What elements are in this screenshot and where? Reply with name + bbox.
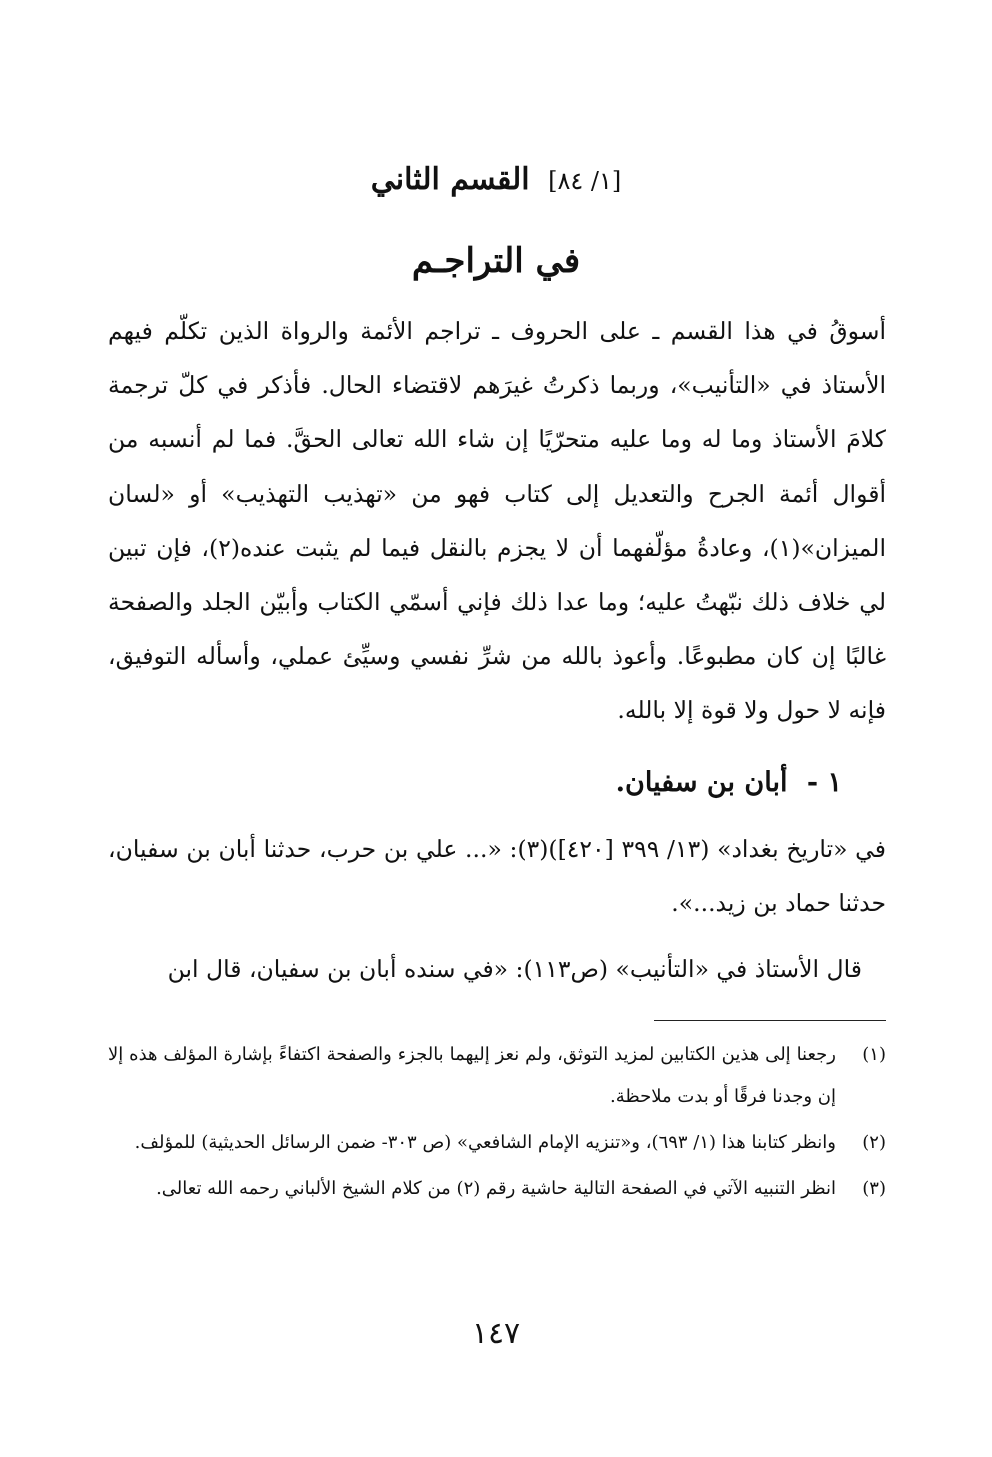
footnote-text: وانظر كتابنا هذا (١/ ٦٩٣)، و«تنزيه الإمام الشافعي» (ص ٣٠٣- ضمن الرسائل الحديثية) للمؤلف. [134,1132,836,1153]
footnote-text: انظر التنبيه الآتي في الصفحة التالية حاشية رقم (٢) من كلام الشيخ الألباني رحمه الله تعالى. [156,1178,836,1199]
footnote-marker: (٢) [862,1132,886,1153]
entry-paragraph-2: قال الأستاذ في «التأنيب» (ص١١٣): «في سنده أبان بن سفيان، قال ابن [167,955,862,983]
section-title [100,158,892,203]
footnote-item [108,1034,886,1118]
entry-paragraph-1: في «تاريخ بغداد» (١٣/ ٣٩٩ [٤٢٠])(٣): «... علي بن حرب، حدثنا أبان بن سفيان، حدثنا حماد بن زيد...». [108,835,886,917]
footnotes [108,1034,886,1214]
entry-name: أبان بن سفيان. [615,767,788,798]
entry-number: ١ - [806,767,842,798]
entry-heading [108,758,842,808]
footnote-separator [654,1020,886,1021]
footnote-text: رجعنا إلى هذين الكتابين لمزيد التوثق، ولم نعز إليهما بالجزء والصفحة اكتفاءً بإشارة المؤلف هذه إلا إن وجدنا فرقًا أو بدت ملاحظة. [108,1044,836,1107]
section-subtitle: في التراجـم [411,241,581,281]
section-title-text: القسم الثاني [370,162,530,197]
intro-paragraph: أسوقُ في هذا القسم ـ على الحروف ـ تراجم الأئمة والرواة الذين تكلّم فيهم الأستاذ في «التأنيب»، وربما ذكرتُ غيرَهم لاقتضاء الحال. فأذكر في كلّ ترجمة كلامَ الأستاذ وما له وما عليه متحرّيًا إن شاء الله تعالى الحقَّ. فما لم أنسبه من أقوال أئمة الجرح والتعديل إلى كتاب فهو من «تهذيب التهذيب» أو «لسان الميزان»(١)، وعادةُ مؤلّفهما أن لا يجزم بالنقل فيما لم يثبت عنده(٢)، فإن تبين لي خلاف ذلك نبّهتُ عليه؛ وما عدا ذلك فإني أسمّي الكتاب وأبيّن الجلد والصفحة غالبًا إن كان مطبوعًا. وأعوذ بالله من شرِّ نفسي وسيِّئ عملي، وأسأله التوفيق، فإنه لا حول ولا قوة إلا بالله. [108,317,886,725]
footnote-marker: (١) [862,1044,886,1065]
section-reference: [١/ ٨٤] [548,167,622,195]
footnote-marker: (٣) [862,1178,886,1199]
page-number: ١٤٧ [471,1316,521,1351]
footnote-item [108,1168,886,1210]
footnote-item [108,1122,886,1164]
